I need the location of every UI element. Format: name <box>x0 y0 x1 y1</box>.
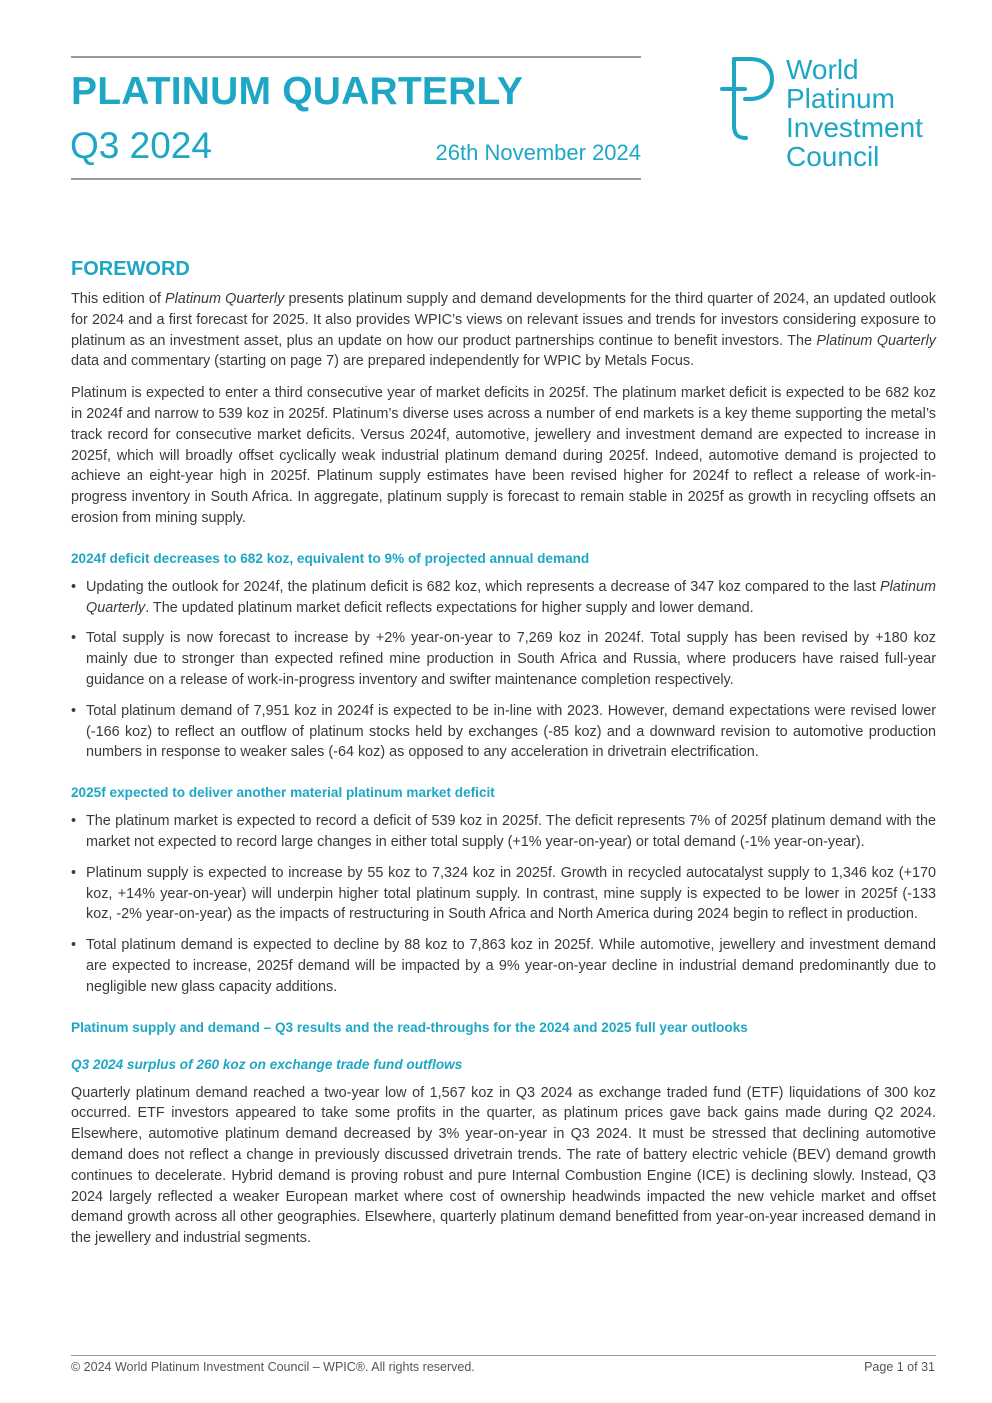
bullet-icon: • <box>71 702 77 719</box>
bullet-list-2024f <box>71 577 936 763</box>
report-quarter: Q3 2024 <box>70 125 212 166</box>
logo-line-council: Council <box>786 141 880 172</box>
text-run: Total supply is now forecast to increase by +2% year-on-year to 7,269 koz in 2024f. Total supply has been revised by +180 koz mainly due to stronger than expected refined mine production in South Africa and Russia, where producers have raised full-year guidance on a release of work-in-progress inventory and swifter maintenance completion respectively. <box>86 630 936 688</box>
section-heading-q3-results: Platinum supply and demand – Q3 results and the read-throughs for the 2024 and 2025 full year outlooks <box>71 1019 748 1035</box>
section-heading-2024f-deficit: 2024f deficit decreases to 682 koz, equivalent to 9% of projected annual demand <box>71 550 590 566</box>
bullet-icon: • <box>71 864 77 881</box>
text-run: The platinum market is expected to record a deficit of 539 koz in 2025f. The deficit represents 7% of 2025f platinum demand with the market not expected to record large changes in either total supply (+1% year-on-year) or total demand (-1% year-on-year). <box>86 813 936 850</box>
text-run: Total platinum demand of 7,951 koz in 2024f is expected to be in-line with 2023. However, demand expectations were revised lower (-166 koz) to reflect an outflow of platinum stocks held by exchanges (-85 koz) and a downward revision to automotive production numbers in response to weaker sales (-64 koz) as opposed to any acceleration in drivetrain electrification. <box>86 702 936 761</box>
report-date: 26th November 2024 <box>435 140 641 165</box>
header-top-rule <box>71 56 641 58</box>
header-bottom-rule <box>71 178 641 180</box>
text-run: Total platinum demand is expected to decline by 88 koz to 7,863 koz in 2025f. While automotive, jewellery and investment demand are expected to increase, 2025f demand will be impacted by a 9% year-on-year decline in industrial demand predominantly due to negligible new glass capacity additions. <box>86 937 936 995</box>
text-run-italic: Platinum Quarterly <box>165 291 285 307</box>
text-run: Platinum supply is expected to increase by 55 koz to 7,324 koz in 2025f. Growth in recycled autocatalyst supply to 1,346 koz (+170 koz, +14% year-on-year) will underpin higher total platinum supply. In contrast, mine supply is expected to be lower in 2025f (-133 koz, -2% year-on-year) as the impacts of restructuring in South Africa and North America during 2024 begin to reflect in production. <box>86 864 936 923</box>
list-item <box>71 811 936 853</box>
text-run: . The updated platinum market deficit reflects expectations for higher supply and lower demand. <box>145 599 754 616</box>
text-run-italic: Platinum Quarterly <box>86 578 936 616</box>
list-item <box>71 935 936 997</box>
list-item <box>71 863 936 925</box>
text-run-italic: Platinum Quarterly <box>816 332 936 349</box>
text-run: This edition of <box>71 291 166 307</box>
list-item <box>71 701 936 763</box>
text-run: Updating the outlook for 2024f, the platinum deficit is 682 koz, which represents a decrease of 347 koz compared to the last <box>86 578 880 595</box>
report-title: PLATINUM QUARTERLY <box>71 70 524 113</box>
list-item <box>71 577 936 619</box>
subheading-q3-surplus: Q3 2024 surplus of 260 koz on exchange trade fund outflows <box>71 1056 463 1072</box>
text-run: data and commentary (starting on page 7) are prepared independently for WPIC by Metals Focus. <box>71 353 695 370</box>
logo-line-investment: Investment <box>786 112 923 143</box>
q3-results-paragraph: Quarterly platinum demand reached a two-year low of 1,567 koz in Q3 2024 as exchange traded fund (ETF) liquidations of 300 koz occurred. ETF investors appeared to take some profits in the quarter, as platinum prices gave back gains made during Q2 2024. Elsewhere, automotive platinum demand decreased by 3% year-on-year in Q3 2024. It must be stressed that declining automotive demand does not reflect a change in previously discussed drivetrain trends. The rate of battery electric vehicle (BEV) demand growth continues to decelerate. Hybrid demand is proving robust and pure Internal Combustion Engine (ICE) is declining slowly. Instead, Q3 2024 largely reflected a weaker European market where cost of ownership headwinds impacted the new vehicle market and offset demand growth across all other geographies. Elsewhere, quarterly platinum demand benefitted from year-on-year increased demand in the jewellery and industrial segments. <box>71 1084 936 1247</box>
logo-line-platinum: Platinum <box>786 83 895 114</box>
section-heading-2025f-deficit: 2025f expected to deliver another material platinum market deficit <box>71 785 495 801</box>
logo-line-world: World <box>786 54 859 85</box>
bullet-icon: • <box>71 630 77 647</box>
bullet-icon: • <box>71 578 77 595</box>
footer-copyright: © 2024 World Platinum Investment Council – WPIC®. All rights reserved. <box>71 1360 475 1374</box>
list-item <box>71 628 936 690</box>
footer-page-number: Page 1 of 31 <box>864 1360 935 1374</box>
wpic-logo-wordmark <box>786 55 923 171</box>
footer-rule <box>71 1355 936 1356</box>
bullet-icon: • <box>71 937 77 954</box>
text-run: presents platinum supply and demand developments for the third quarter of 2024, an updated outlook for 2024 and a first forecast for 2025. It also provides WPIC’s views on relevant issues and trends for investors considering exposure to platinum as an investment asset, plus an update on how our product partnerships continue to benefit investors. The <box>71 291 937 349</box>
foreword-paragraph-2: Platinum is expected to enter a third consecutive year of market deficits in 2025f. The platinum market deficit is expected to be 682 koz in 2024f and narrow to 539 koz in 2025f. Platinum’s diverse uses across a number of end markets is a key theme supporting the metal’s track record for consecutive market deficits. Versus 2024f, automotive, jewellery and investment demand are expected to increase in 2025f, which will broadly offset cyclically weak industrial platinum demand during 2025f. Indeed, automotive demand is projected to achieve an eight-year high in 2025f. Platinum supply estimates have been revised higher for 2024f to reflect a release of work-in-progress inventory in South Africa. In aggregate, platinum supply is forecast to remain stable in 2025f as growth in recycling offsets an erosion from mining supply. <box>71 385 936 526</box>
bullet-icon: • <box>71 813 77 830</box>
foreword-paragraph-1 <box>71 289 936 372</box>
foreword-heading: FOREWORD <box>71 258 190 280</box>
bullet-list-2025f <box>71 811 936 997</box>
main-content <box>71 258 936 1260</box>
